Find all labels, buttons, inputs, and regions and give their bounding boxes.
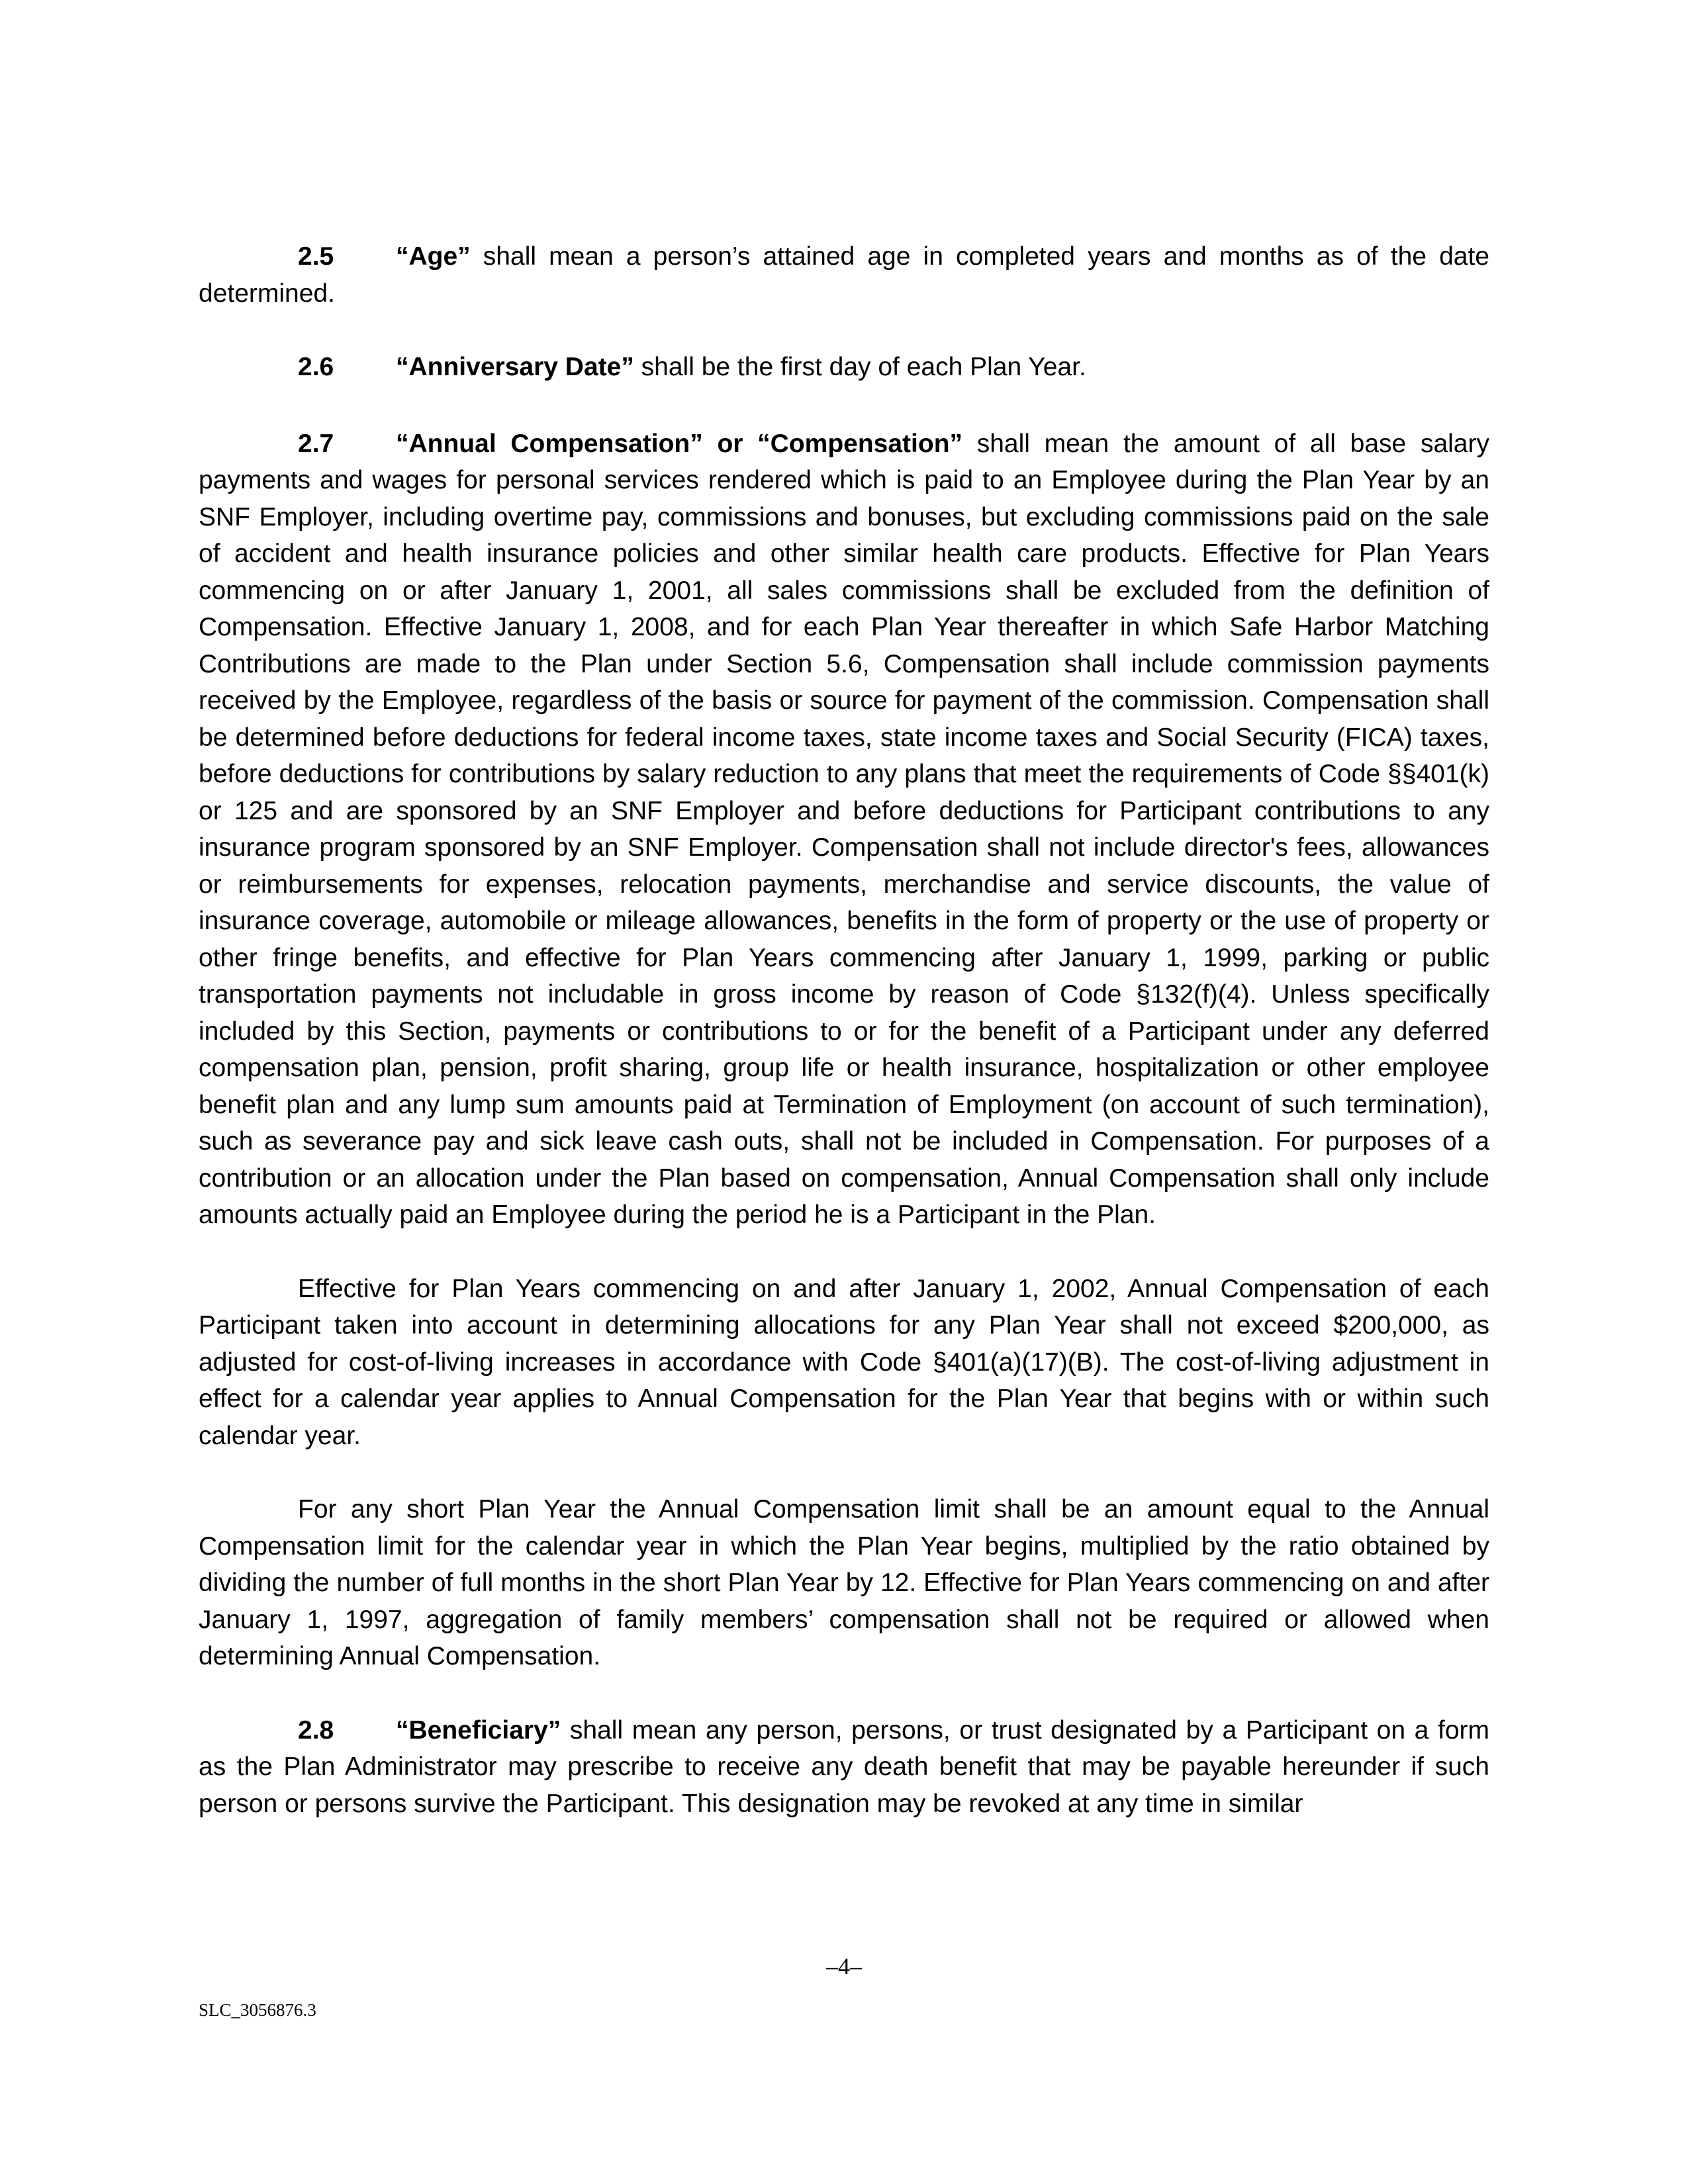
section-number: 2.7 bbox=[298, 429, 334, 458]
section-2-5 bbox=[199, 238, 1489, 312]
defined-term: “Age” bbox=[396, 242, 471, 271]
page-number: –4– bbox=[826, 1953, 862, 1979]
section-text: shall mean a person’s attained age in completed years and months as of the date determined. bbox=[199, 242, 1489, 308]
defined-term: “Beneficiary” bbox=[396, 1715, 561, 1745]
section-text: shall mean the amount of all base salary payments and wages for personal services rendered which is paid to an Employee during the Plan Year by an SNF Employer, including overtime pay, commissions and bonuses, but excluding commissions paid on the sale of accident and health insurance policies and other similar health care products. Effective for Plan Years commencing on or after January 1, 2001, all sales commissions shall be excluded from the definition of Compensation. Effective January 1, 2008, and for each Plan Year thereafter in which Safe Harbor Matching Contributions are made to the Plan under Section 5.6, Compensation shall include commission payments received by the Employee, regardless of the basis or source for payment of the commission. Compensation shall be determined before deductions for federal income taxes, state income taxes and Social Security (FICA) taxes, before deductions for contributions by salary reduction to any plans that meet the requirements of Code §§401(k) or 125 and are sponsored by an SNF Employer and before deductions for Participant contributions to any insurance program sponsored by an SNF Employer. Compensation shall not include director's fees, allowances or reimbursements for expenses, relocation payments, merchandise and service discounts, the value of insurance coverage, automobile or mileage allowances, benefits in the form of property or the use of property or other fringe benefits, and effective for Plan Years commencing after January 1, 1999, parking or public transportation payments not includable in gross income by reason of Code §132(f)(4). Unless specifically included by this Section, payments or contributions to or for the benefit of a Participant under any deferred compensation plan, pension, profit sharing, group life or health insurance, hospitalization or other employee benefit plan and any lump sum amounts paid at Termination of Employment (on account of such termination), such as severance pay and sick leave cash outs, shall not be included in Compensation. For purposes of a contribution or an allocation under the Plan based on compensation, Annual Compensation shall only include amounts actually paid an Employee during the period he is a Participant in the Plan. bbox=[199, 429, 1489, 1229]
defined-term: “Anniversary Date” bbox=[396, 353, 634, 381]
section-2-6 bbox=[199, 349, 1489, 386]
short-plan-year-paragraph: For any short Plan Year the Annual Compensation limit shall be an amount equal to the Annual Compensation limit for the calendar year in which the Plan Year begins, multiplied by the ratio obtained by dividing the number of full months in the short Plan Year by 12. Effective for Plan Years commencing on and after January 1, 1997, aggregation of family members’ compensation shall not be required or allowed when determining Annual Compensation. bbox=[199, 1495, 1489, 1670]
compensation-limit-paragraph: Effective for Plan Years commencing on and after January 1, 2002, Annual Compensation of each Participant taken into account in determining allocations for any Plan Year shall not exceed $200,000, as adjusted for cost-of-living increases in accordance with Code §401(a)(17)(B). The cost-of-living adjustment in effect for a calendar year applies to Annual Compensation for the Plan Year that begins with or within such calendar year. bbox=[199, 1274, 1489, 1450]
section-number: 2.5 bbox=[298, 242, 334, 271]
page-body bbox=[199, 238, 1489, 1822]
section-number: 2.8 bbox=[298, 1715, 334, 1745]
section-text: shall be the first day of each Plan Year. bbox=[633, 353, 1086, 381]
section-2-8 bbox=[199, 1712, 1489, 1823]
document-id: SLC_3056876.3 bbox=[199, 2000, 316, 2020]
section-number: 2.6 bbox=[298, 353, 334, 381]
section-2-7 bbox=[199, 426, 1489, 1234]
section-text: shall mean any person, persons, or trust designated by a Participant on a form as the Plan Administrator may prescribe to receive any death benefit that may be payable hereunder if such person or persons survive the Participant. This designation may be revoked at any time in similar bbox=[199, 1715, 1489, 1818]
defined-term: “Annual Compensation” or “Compensation” bbox=[396, 429, 963, 458]
